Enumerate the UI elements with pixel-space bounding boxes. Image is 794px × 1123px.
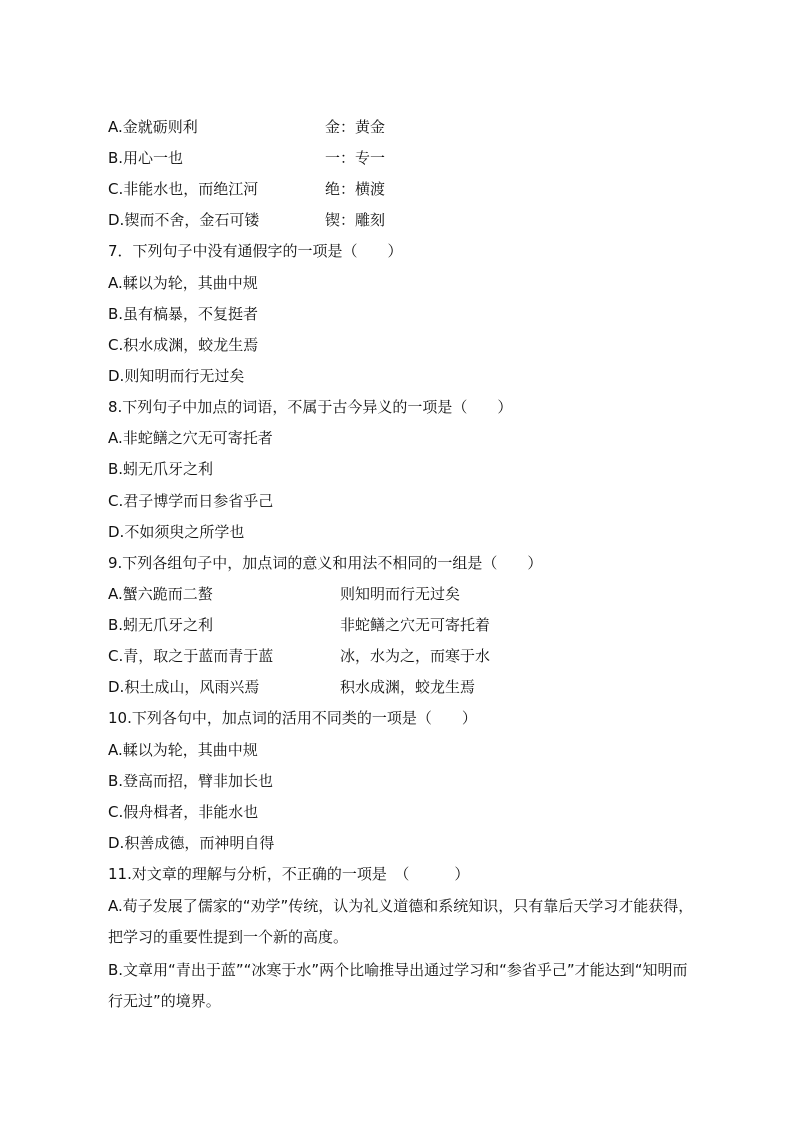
q6-option-c-gloss: 绝：横渡: [325, 180, 386, 198]
q9-option-a: [108, 584, 461, 604]
q9-option-d: [108, 677, 476, 697]
q6-option-b: [108, 148, 386, 168]
q6-option-d: [108, 210, 386, 230]
q8-option-b: B.蚓无爪牙之利: [108, 460, 214, 478]
q9-option-b-right: 非蛇鳝之穴无可寄托着: [340, 616, 491, 634]
q10-option-c: C.假舟楫者，非能水也: [108, 803, 259, 821]
q9-option-c-right: 冰，水为之，而寒于水: [340, 647, 491, 665]
q8-stem: 8.下列句子中加点的词语，不属于古今异义的一项是（ ）: [108, 398, 513, 416]
q6-option-d-gloss: 锲：雕刻: [325, 211, 386, 229]
q9-option-d-left: D.积土成山，风雨兴焉: [108, 678, 260, 696]
q6-option-a-text: A.金就砺则利: [108, 118, 198, 136]
q8-option-c: C.君子博学而日参省乎己: [108, 492, 274, 510]
q9-option-c-left: C.青，取之于蓝而青于蓝: [108, 647, 274, 665]
q8-option-a: A.非蛇鳝之穴无可寄托者: [108, 429, 273, 447]
q7-option-d: D.则知明而行无过矣: [108, 367, 245, 385]
q9-option-c: [108, 646, 491, 666]
q9-option-b-left: B.蚓无爪牙之利: [108, 616, 214, 634]
q9-option-d-right: 积水成渊，蛟龙生焉: [340, 678, 476, 696]
q6-option-b-gloss: 一：专一: [325, 149, 386, 167]
q6-option-a-gloss: 金：黄金: [325, 118, 386, 136]
q10-option-b: B.登高而招，臂非加长也: [108, 772, 274, 790]
q6-option-b-text: B.用心一也: [108, 149, 184, 167]
q8-option-d: D.不如须臾之所学也: [108, 523, 245, 541]
q7-stem: 7．下列句子中没有通假字的一项是（ ）: [108, 242, 403, 260]
q6-option-c-text: C.非能水也，而绝江河: [108, 180, 259, 198]
q11-stem: 11.对文章的理解与分析，不正确的一项是 （ ）: [108, 865, 470, 883]
q10-stem: 10.下列各句中，加点词的活用不同类的一项是（ ）: [108, 709, 477, 727]
q10-option-d: D.积善成德，而神明自得: [108, 834, 275, 852]
q9-stem: 9.下列各组句子中，加点词的意义和用法不相同的一组是（ ）: [108, 554, 543, 572]
q10-option-a: A.輮以为轮，其曲中规: [108, 741, 258, 759]
q11-option-a: A.荀子发展了儒家的“劝学”传统，认为礼义道德和系统知识，只有靠后天学习才能获得，把学习的重要性提到一个新的高度。: [108, 897, 694, 946]
q6-option-a: [108, 117, 386, 137]
q9-option-b: [108, 615, 491, 635]
q11-option-b: B.文章用“青出于蓝”“冰寒于水”两个比喻推导出通过学习和“参省乎己”才能达到“知明而行无过”的境界。: [108, 961, 688, 1010]
q9-option-a-left: A.蟹六跪而二螯: [108, 585, 213, 603]
q7-option-b: B.虽有槁暴，不复挺者: [108, 305, 259, 323]
q7-option-c: C.积水成渊，蛟龙生焉: [108, 336, 259, 354]
q6-option-d-text: D.锲而不舍，金石可镂: [108, 211, 260, 229]
q9-option-a-right: 则知明而行无过矣: [340, 585, 461, 603]
q7-option-a: A.輮以为轮，其曲中规: [108, 274, 258, 292]
q6-option-c: [108, 179, 386, 199]
